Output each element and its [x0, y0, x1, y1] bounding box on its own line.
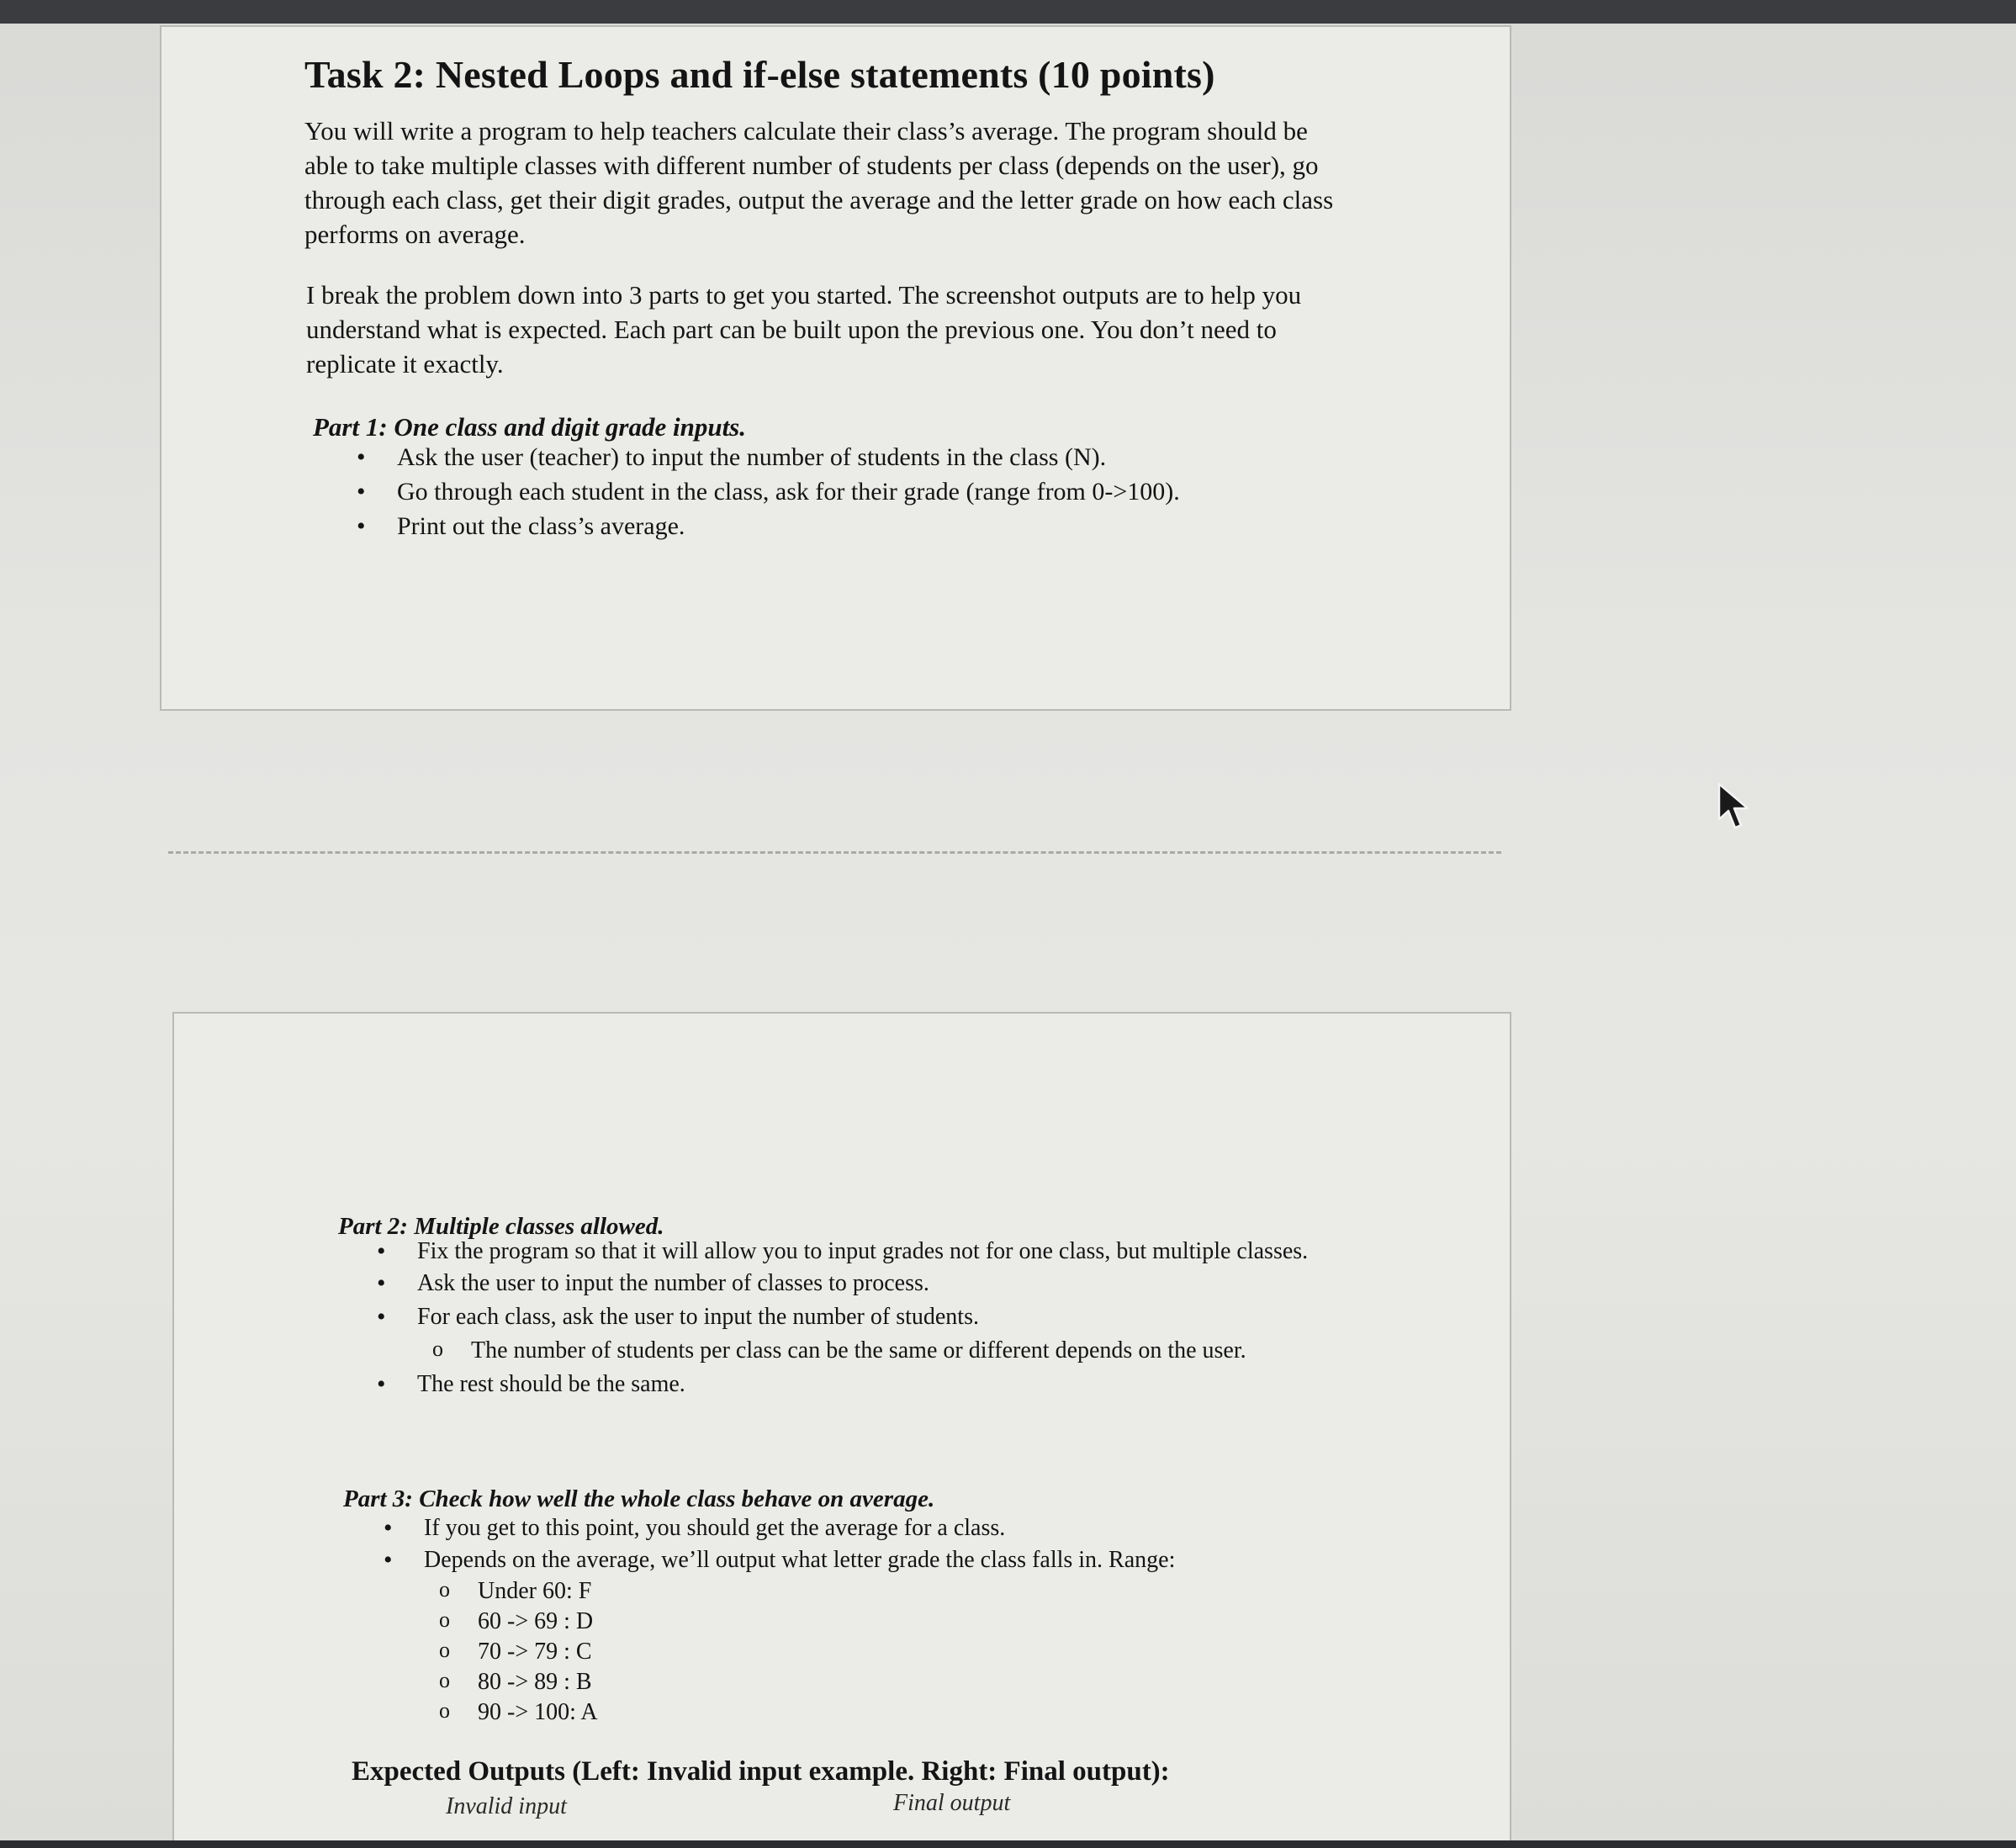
task-intro-paragraph: You will write a program to help teachers calculate their class’s average. The program should be able to take multiple classes with different number of students per class (depends on the user), go through each class, get their digit grades, output the average and the letter grade on how each class performs on average.	[304, 116, 1334, 249]
part2-list	[377, 1236, 1369, 1401]
grade-range-item: o Under 60: F	[384, 1576, 1376, 1607]
part2-title: Part 2: Multiple classes allowed.	[338, 1213, 664, 1240]
grade-range-item: o 70 -> 79 : C	[384, 1637, 1376, 1667]
task-breakdown-paragraph: I break the problem down into 3 parts to get you started. The screenshot outputs are to help you understand what is expected. Each part can be built upon the previous one. You don’t need to replicate it exactly.	[306, 280, 1302, 379]
task-title: Task 2: Nested Loops and if-else statements (10 points)	[304, 53, 1215, 96]
monitor-bottom-edge	[0, 1840, 2016, 1848]
part1-item: • Ask the user (teacher) to input the number of students in the class (N).	[357, 440, 1282, 474]
part2-item: • Ask the user to input the number of classes to process.	[377, 1267, 1369, 1300]
part3-title: Part 3: Check how well the whole class behave on average.	[343, 1485, 935, 1512]
part3-list	[384, 1512, 1376, 1728]
part2-subitem: o The number of students per class can be the same or different depends on the user.	[377, 1334, 1369, 1368]
part1-item: • Go through each student in the class, ask for their grade (range from 0->100).	[357, 474, 1282, 509]
grade-range-item: o 60 -> 69 : D	[384, 1607, 1376, 1637]
part1-list	[357, 440, 1282, 543]
grade-range-item: o 80 -> 89 : B	[384, 1667, 1376, 1697]
part3-item: • Depends on the average, we’ll output what letter grade the class falls in. Range:	[384, 1544, 1376, 1576]
part3-item: • If you get to this point, you should get the average for a class.	[384, 1512, 1376, 1544]
page-break-divider	[168, 851, 1501, 854]
expected-outputs-heading: Expected Outputs (Left: Invalid input example. Right: Final output):	[352, 1756, 1170, 1787]
monitor-top-edge	[0, 0, 2016, 24]
final-output-caption: Final output	[893, 1790, 1011, 1816]
invalid-input-caption: Invalid input	[446, 1793, 567, 1819]
part2-item: • The rest should be the same.	[377, 1368, 1369, 1401]
grade-range-item: o 90 -> 100: A	[384, 1697, 1376, 1728]
part1-item: • Print out the class’s average.	[357, 509, 1282, 543]
part2-item: • Fix the program so that it will allow you to input grades not for one class, but multiple classes.	[377, 1236, 1369, 1267]
part2-item: • For each class, ask the user to input the number of students.	[377, 1300, 1369, 1334]
part1-title: Part 1: One class and digit grade inputs.	[313, 412, 746, 442]
mouse-pointer-icon	[1716, 782, 1758, 833]
